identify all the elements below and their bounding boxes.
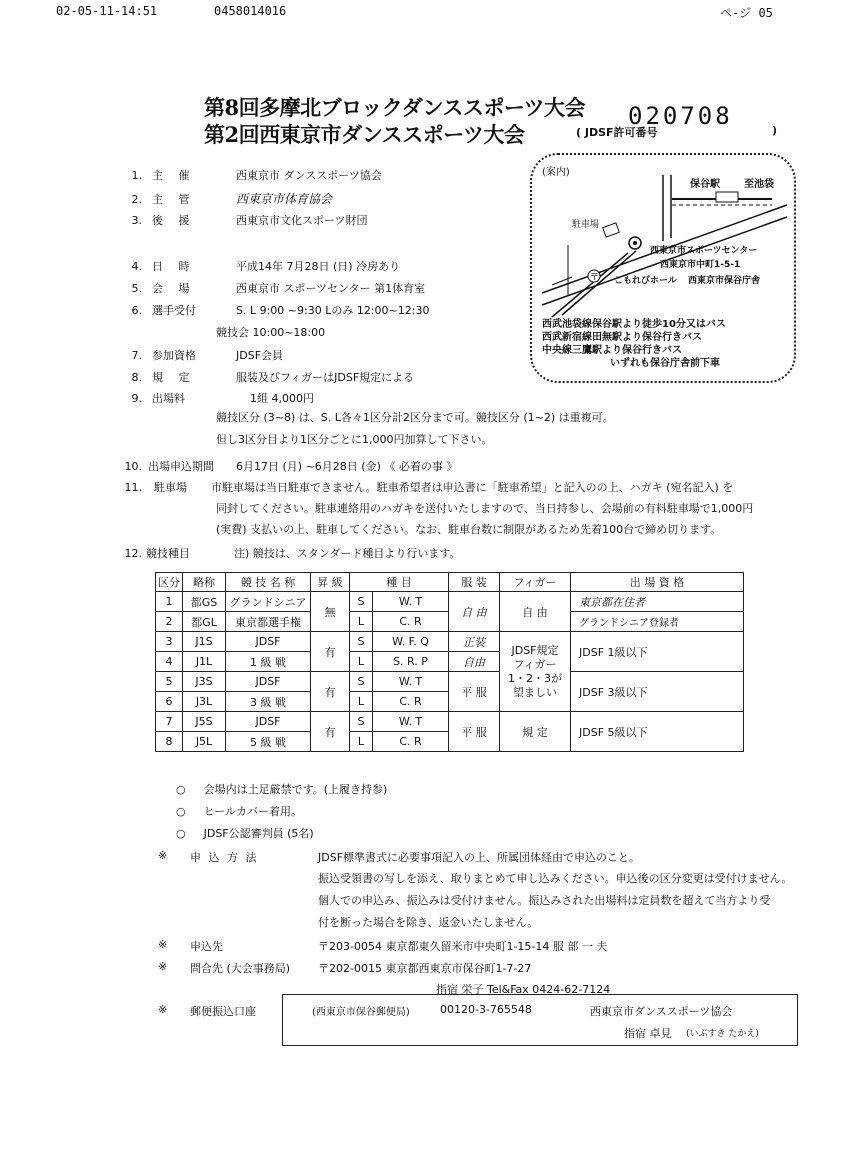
cell-dance: W. T (373, 672, 449, 692)
cell-dress: 平 服 (449, 672, 500, 712)
permit-close: ) (772, 124, 778, 137)
table-row (156, 712, 744, 732)
item-fee-note1: 競技区分 (3~8) は、S. L各々1区分計2区分まで可。競技区分 (1~2) は重複可。 (216, 411, 614, 424)
bullet-indoor-shoes: ○ 会場内は土足厳禁です。(上履き持参) (176, 783, 388, 796)
header-dance: 種 目 (350, 573, 449, 592)
permit-label: ( JDSF許可番号 (576, 126, 658, 139)
header-promotion: 昇 級 (311, 573, 350, 592)
cell-dance: W. T (373, 712, 449, 732)
cell-dress: 正装 (449, 632, 500, 652)
table-row (156, 672, 744, 692)
inquiry-label: 問合先 (大会事務局) (190, 962, 291, 975)
cell-code: 都GL (183, 612, 226, 632)
cell-no: 6 (156, 692, 183, 712)
cell-figure: 規 定 (500, 712, 571, 752)
cell-code: J5S (183, 712, 226, 732)
cell-name: 5 級 戦 (226, 732, 311, 752)
cell-name: 1 級 戦 (226, 652, 311, 672)
cell-promo: 有 (311, 712, 350, 752)
cell-code: J3S (183, 672, 226, 692)
item-fee: 9. 出場料 1組 4,000円 (131, 392, 314, 405)
cell-sl: L (350, 652, 373, 672)
map-access-3: 中央線三鷹駅より保谷行きバス (542, 345, 682, 356)
map-station-label: 保谷駅 (690, 179, 720, 190)
cell-no: 1 (156, 592, 183, 612)
header-qualification: 出 場 資 格 (571, 573, 744, 592)
parking-lot (603, 223, 620, 237)
item-parking-line2: 同封してください。駐車連絡用のハガキを送付いたしますので、当日持参し、会場前の有料駐車場で1,000円 (216, 502, 754, 515)
cell-dress: 自由 (449, 652, 500, 672)
title-line1: 第8回多摩北ブロックダンススポーツ大会 (204, 95, 586, 120)
map-hall-label: こもれびホール (614, 276, 677, 286)
apply-label: 申 込 方 法 (190, 851, 259, 864)
item-parking: 11. 駐車場 市駐車場は当日駐車できません。駐車希望者は申込書に「駐車希望」と記入のの上、ハガキ (宛名記入) を (124, 481, 734, 494)
postal-holder: 西東京市ダンススポーツ協会 (590, 1005, 733, 1018)
cell-name: JDSF (226, 672, 311, 692)
item-manager: 2. 主 管 西東京市体育協会 (131, 192, 333, 206)
map-title: (案内) (542, 167, 570, 178)
cell-promo: 無 (311, 592, 350, 632)
table-row (156, 592, 744, 612)
cell-qualification: JDSF 3級以下 (571, 672, 744, 712)
cell-no: 5 (156, 672, 183, 692)
cell-dance: C. R (373, 732, 449, 752)
cell-dance: S. R. P (373, 652, 449, 672)
station-building (716, 192, 738, 202)
cell-dance: W. T (373, 592, 449, 612)
cell-sl: S (350, 712, 373, 732)
cell-sl: S (350, 672, 373, 692)
postal-account: 00120-3-765548 (440, 1003, 532, 1016)
cell-code: J1L (183, 652, 226, 672)
event-table (155, 572, 744, 752)
cell-dress: 自 由 (449, 592, 500, 632)
cell-promo: 有 (311, 672, 350, 712)
cell-code: J1S (183, 632, 226, 652)
item-events: 12. 競技種目 注) 競技は、スタンダード種目より行います。 (124, 547, 461, 560)
item-venue: 5. 会 場 西東京市 スポーツセンター 第1体育室 (131, 282, 426, 295)
cell-name: JDSF (226, 712, 311, 732)
apply-line2: 振込受領書の写しを添え、取りまとめて申し込みください。申込後の区分変更は受付けません。 (318, 872, 793, 885)
access-map (530, 153, 796, 383)
note-mark-contact: ※ (158, 938, 168, 951)
cell-code: 都GS (183, 592, 226, 612)
inquiry-person: 指宿 栄子 Tel&Fax 0424-62-7124 (436, 983, 611, 996)
contact-value: 〒203-0054 東京都東久留米市中央町1-15-14 服 部 一 夫 (318, 940, 608, 953)
item-application-period: 10. 出場申込期間 6月17日 (月) ~6月28日 (金) 《 必着の事 》 (124, 460, 458, 473)
header-dress: 服 装 (449, 573, 500, 592)
table-header-row (156, 573, 744, 592)
map-access-2: 西武新宿線田無駅より保谷行きバス (542, 332, 702, 343)
cell-dress: 平 服 (449, 712, 500, 752)
map-access-1: 西武池袋線保谷駅より徒歩10分又はバス (542, 319, 726, 330)
item-rules: 8. 規 定 服装及びフィガーはJDSF規定による (131, 371, 415, 384)
postal-label: 郵便振込口座 (190, 1005, 256, 1018)
item-reception: 6. 選手受付 S. L 9:00 ~9:30 Lのみ 12:00~12:30 (131, 304, 430, 317)
cell-qualification: グランドシニア登録者 (571, 612, 744, 632)
fax-page: ペ-ジ 05 (720, 6, 773, 20)
cell-sl: L (350, 612, 373, 632)
bullet-heel-cover: ○ ヒールカバー着用。 (176, 805, 302, 818)
item-fee-note2: 但し3区分目より1区分ごとに1,000円加算して下さい。 (216, 433, 493, 446)
note-mark-apply: ※ (158, 849, 168, 862)
cell-name: 東京都選手権 (226, 612, 311, 632)
header-figure: フィガー (500, 573, 571, 592)
header-name: 競 技 名 称 (226, 573, 311, 592)
cell-figure: 自 由 (500, 592, 571, 632)
cell-qualification: JDSF 5級以下 (571, 712, 744, 752)
cell-dance: C. R (373, 692, 449, 712)
map-to-ikebukuro-label: 至池袋 (744, 179, 774, 190)
cell-no: 2 (156, 612, 183, 632)
postal-reading: (いぶすき たかえ) (686, 1029, 759, 1039)
apply-line1: JDSF標準書式に必要事項記入の上、所属団体経由で申込のこと。 (318, 851, 641, 864)
cell-qualification: 東京都在住者 (571, 592, 744, 612)
cell-figure-merged: JDSF規定 フィガー 1・2・3が 望ましい (500, 632, 571, 712)
apply-line4: 付を断った場合を除き、返金いたしません。 (318, 916, 539, 929)
map-parking-label: 駐車場 (572, 220, 600, 230)
title-line2: 第2回西東京市ダンススポーツ大会 (204, 122, 525, 147)
cell-qualification: JDSF 1級以下 (571, 632, 744, 672)
header-division: 区分 (156, 573, 183, 592)
note-mark-inquiry: ※ (158, 960, 168, 973)
map-center-address: 西東京市中町1-5-1 (660, 260, 741, 270)
header-code: 略称 (183, 573, 226, 592)
apply-line3: 個人での申込み、振込みは受付けません。振込みされた出場料は定員数を超えて当方より受 (318, 894, 771, 907)
svg-text:〒: 〒 (590, 273, 600, 283)
cell-no: 8 (156, 732, 183, 752)
cell-no: 3 (156, 632, 183, 652)
item-reception-competition: 競技会 10:00~18:00 (216, 326, 326, 339)
cell-code: J3L (183, 692, 226, 712)
map-city-office-label: 西東京市保谷庁舎 (688, 276, 761, 286)
cell-no: 7 (156, 712, 183, 732)
map-center-name: 西東京市スポーツセンター (650, 246, 758, 256)
cell-name: 3 級 戦 (226, 692, 311, 712)
cell-dance: W. F. Q (373, 632, 449, 652)
cell-sl: L (350, 692, 373, 712)
cell-sl: S (350, 592, 373, 612)
permit-number: 020708 (628, 102, 733, 130)
cell-promo: 有 (311, 632, 350, 672)
postal-bank: (西東京市保谷郵便局) (312, 1007, 410, 1018)
postal-person: 指宿 卓見 (624, 1027, 672, 1040)
item-organizer: 1. 主 催 西東京市 ダンススポーツ協会 (131, 169, 382, 182)
cell-name: グランドシニア (226, 592, 311, 612)
item-date: 4. 日 時 平成14年 7月28日 (日) 冷房あり (131, 260, 401, 273)
cell-sl: L (350, 732, 373, 752)
map-access-4: いずれも保谷庁舎前下車 (610, 358, 720, 369)
inquiry-value: 〒202-0015 東京都西東京市保谷町1-7-27 (318, 962, 532, 975)
fax-number: 0458014016 (214, 4, 287, 18)
item-sponsor: 3. 後 援 西東京市文化スポーツ財団 (131, 214, 368, 227)
cell-no: 4 (156, 652, 183, 672)
cell-dance: C. R (373, 612, 449, 632)
cell-sl: S (350, 632, 373, 652)
fax-timestamp: 02-05-11-14:51 (56, 4, 158, 18)
cell-code: J5L (183, 732, 226, 752)
bullet-judges: ○ JDSF公認審判員 (5名) (176, 827, 314, 840)
table-row (156, 632, 744, 652)
cell-name: JDSF (226, 632, 311, 652)
item-eligibility: 7. 参加資格 JDSF会員 (131, 349, 284, 362)
contact-label: 申込先 (190, 940, 223, 953)
item-parking-line3: (実費) 支払いの上、駐車してください。なお、駐車台数に制限があるため先着100台で締め切ります。 (216, 523, 722, 536)
note-mark-postal: ※ (158, 1003, 168, 1016)
